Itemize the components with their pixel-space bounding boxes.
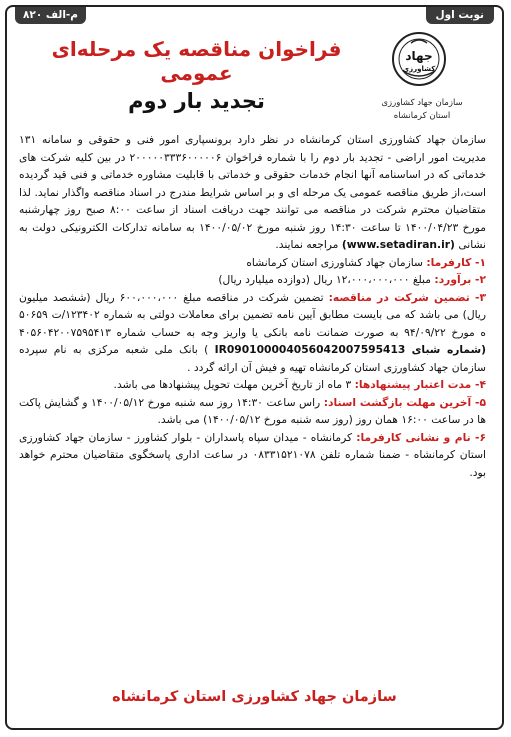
deadline-label: ۵- آخرین مهلت بازگشت اسناد: (323, 395, 486, 409)
item-validity (19, 376, 486, 394)
item-address (19, 429, 486, 482)
org-line1: سازمان جهاد کشاورزی (381, 98, 463, 108)
guarantee-end: ) بانک ملی شعبه مرکزی به نام سپرده سازمان جهاد کشاورزی استان کرمانشاه تهیه و فیش آن ارائه گردد . (19, 343, 486, 374)
intro-paragraph (19, 131, 486, 254)
address-value: کرمانشاه - میدان سپاه پاسداران - بلوار کشاورز - سازمان جهاد کشاورزی استان کرمانشاه - ضمنا شماره تلفن ۰۸۳۳۱۵۲۱۰۷۸ در ساعت اداری پاسخگوی متقاضیان محترم خواهد بود. (19, 430, 487, 479)
website-link[interactable]: (www.setadiran.ir) (341, 238, 455, 251)
estimate-label: ۲- برآورد: (434, 273, 486, 286)
estimate-value: مبلغ ۱۲،۰۰۰،۰۰۰،۰۰۰ ریال (دوازده میلیارد ریال) (218, 273, 432, 286)
sheba-number: IR090100004056042007595413 (214, 343, 406, 356)
turn-badge: نوبت اول (426, 7, 494, 24)
notice-body (19, 131, 486, 481)
intro-text: سازمان جهاد کشاورزی استان کرمانشاه در نظر دارد برونسپاری امور فنی و حقوقی و سامانه ۱۳۱ مدیریت امور اراضی - تجدید بار دوم را با شماره فراخوان ۲۰۰۰۰۰۳۳۳۶۰۰۰۰۰۶ در بین کلیه شرکت های خدماتی که در اساسنامه آنها انجام خدمات حقوقی و خدماتی با قابلیت مشاوره خدماتی و فنی قید گردیده است،از طریق مناقصه عمومی یک مرحله ای و بر اساس شرایط مندرج در اسناد مناقصه واگذار نماید. لذا متقاضیان محترم شرکت در مناقصه می توانند جهت دریافت اسناد از ساعت ۸:۰۰ صبح روز چهارشنبه مورخ ۱۴۰۰/۰۴/۲۳ تا ساعت ۱۴:۳۰ روز شنبه مورخ ۱۴۰۰/۰۵/۰۲ به سامانه تدارکات الکترونیکی دولت به نشانی (19, 133, 487, 251)
logo-text-top: جهاد (405, 49, 433, 63)
employer-label: ۱- کارفرما: (426, 255, 486, 269)
notice-frame (5, 5, 504, 730)
address-label: ۶- نام و نشانی کارفرما: (356, 430, 486, 444)
validity-label: ۴- مدت اعتبار پیشنهادها: (354, 378, 486, 391)
org-line2: استان کرمانشاه (393, 111, 451, 121)
ad-code-badge: م-الف ۸۲۰ (15, 7, 86, 24)
employer-value: سازمان جهاد کشاورزی استان کرمانشاه (246, 255, 423, 269)
deadline-value: راس ساعت ۱۴:۳۰ روز سه شنبه مورخ ۱۴۰۰/۰۵/۱۲ و گشایش پاکت ها در ساعت ۱۶:۰۰ همان روز (روز سه شنبه مورخ ۱۴۰۰/۰۵/۱۲) می باشد. (19, 395, 486, 426)
item-estimate (19, 271, 486, 289)
intro-end: مراجعه نمایند. (275, 238, 339, 251)
notice-subtitle: تجدید بار دوم (128, 89, 265, 113)
footer-org-name: سازمان جهاد کشاورزی استان کرمانشاه (112, 689, 397, 705)
logo-text-bottom: کشاورزی (402, 65, 436, 73)
validity-value: ۳ ماه از تاریخ آخرین مهلت تحویل پیشنهادها می باشد. (113, 378, 352, 391)
notice-title: فراخوان مناقصه یک مرحله‌ای عمومی (51, 37, 342, 85)
jahad-keshavarzi-logo-icon (391, 31, 447, 87)
item-employer (19, 254, 486, 272)
item-deadline (19, 394, 486, 429)
guarantee-value: تضمین شرکت در مناقصه مبلغ ۶۰۰،۰۰۰،۰۰۰ ریال (ششصد میلیون ریال) می باشد که می بایست مطابق آیین نامه تضمین برای معاملات دولتی به شماره ۱۲۳۴۰۲/ت ۵۰۶۵۹ ه مورخ ۹۴/۰۹/۲۲ به صورت ضمانت نامه بانکی یا واریز وجه به حساب شماره ۴۰۵۶۰۴۲۰۰۷۵۹۵۴۱۳ (19, 290, 486, 339)
guarantee-label: ۳- تضمین شرکت در مناقصه: (328, 290, 486, 304)
org-name-small (367, 97, 477, 123)
sheba-label: (شماره شبای (411, 343, 486, 356)
item-guarantee (19, 289, 486, 377)
